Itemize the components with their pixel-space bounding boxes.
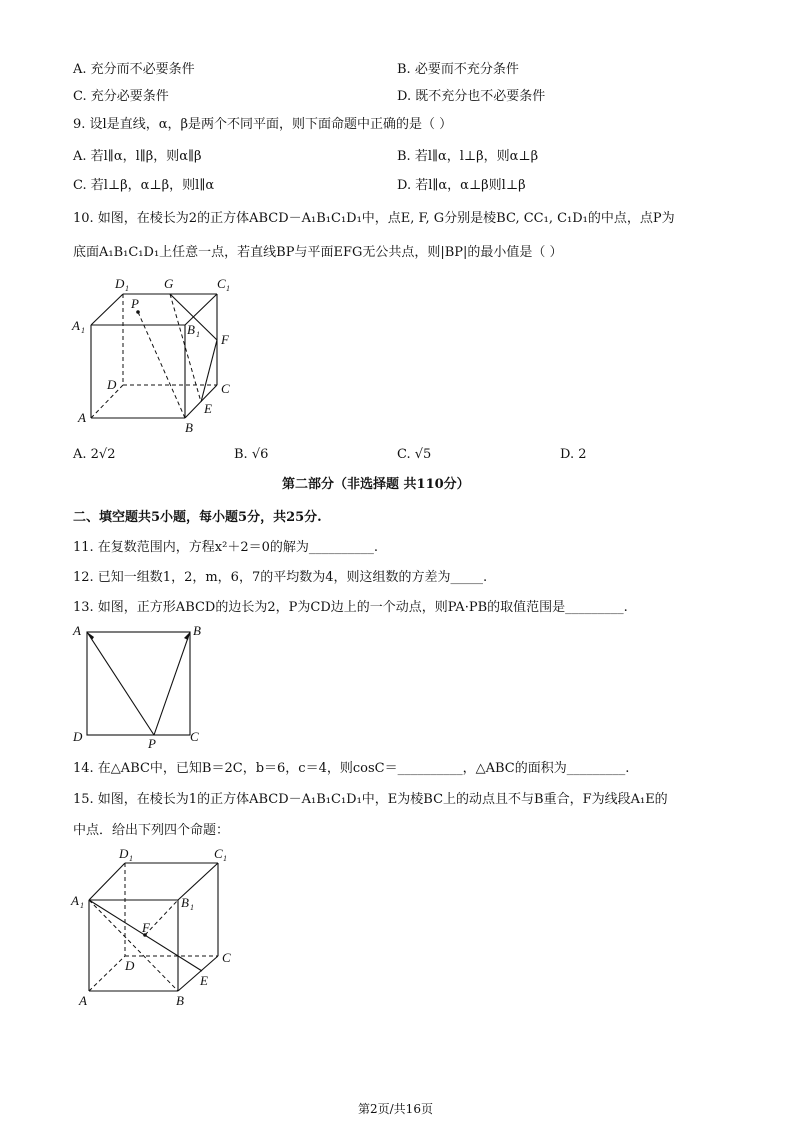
svg-text:D: D	[125, 958, 135, 973]
svg-text:1: 1	[223, 854, 227, 863]
svg-text:F: F	[142, 920, 150, 935]
page-footer: 第2页/共16页	[358, 1102, 433, 1116]
svg-text:G: G	[164, 276, 174, 291]
svg-text:B: B	[176, 993, 184, 1008]
svg-text:E: E	[200, 973, 208, 988]
svg-text:B: B	[193, 623, 201, 638]
q10-option-a: A. 2√2	[73, 447, 116, 462]
q10-cube-figure	[70, 272, 250, 437]
svg-text:C: C	[217, 276, 226, 291]
part2-title: 第二部分（非选择题 共110分）	[282, 477, 470, 492]
svg-text:C: C	[222, 950, 231, 965]
q9-option-a: A. 若l∥α，l∥β，则α∥β	[73, 149, 202, 164]
q8-option-b: B. 必要而不充分条件	[397, 62, 519, 77]
q15-line2: 中点．给出下列四个命题：	[73, 823, 230, 838]
q10-option-b: B. √6	[234, 447, 269, 462]
q10-option-d: D. 2	[560, 447, 587, 462]
svg-text:P: P	[131, 296, 139, 311]
svg-text:1: 1	[196, 330, 200, 339]
svg-text:C: C	[221, 381, 230, 396]
svg-text:1: 1	[226, 284, 230, 293]
svg-text:C: C	[214, 846, 223, 861]
svg-text:A: A	[79, 993, 87, 1008]
svg-text:1: 1	[81, 326, 85, 335]
svg-text:A: A	[73, 623, 81, 638]
svg-text:D: D	[119, 846, 129, 861]
q15-cube-figure	[70, 845, 250, 1010]
q8-option-c: C. 充分必要条件	[73, 89, 169, 104]
svg-text:A: A	[72, 318, 80, 333]
q14-text: 14. 在△ABC中，已知B＝2C，b＝6，c＝4，则cosC＝__________，△ABC的面积为_________.	[73, 761, 630, 776]
svg-text:B: B	[185, 420, 193, 435]
svg-text:D: D	[115, 276, 125, 291]
q9-option-c: C. 若l⊥β，α⊥β，则l∥α	[73, 178, 215, 193]
svg-text:D: D	[73, 729, 83, 744]
svg-text:B: B	[181, 895, 189, 910]
q9-option-b: B. 若l∥α，l⊥β，则α⊥β	[397, 149, 539, 164]
svg-text:1: 1	[125, 284, 129, 293]
svg-text:A: A	[71, 893, 79, 908]
section2-title: 二、填空题共5小题，每小题5分，共25分.	[73, 510, 322, 525]
svg-text:F: F	[221, 332, 229, 347]
q8-option-a: A. 充分而不必要条件	[73, 62, 195, 77]
svg-text:B: B	[187, 322, 195, 337]
q10-stem-line2: 底面A₁B₁C₁D₁上任意一点，若直线BP与平面EFG无公共点，则|BP|的最小值是（ ）	[73, 245, 563, 260]
q13-text: 13. 如图，正方形ABCD的边长为2，P为CD边上的一个动点，则PA·PB的取值范围是_________.	[73, 600, 628, 615]
q12-text: 12. 已知一组数1，2，m，6，7的平均数为4，则这组数的方差为_____.	[73, 570, 488, 585]
svg-text:C: C	[190, 729, 199, 744]
svg-text:D: D	[107, 377, 117, 392]
q8-option-d: D. 既不充分也不必要条件	[397, 89, 546, 104]
q10-option-c: C. √5	[397, 447, 432, 462]
svg-text:A: A	[78, 410, 86, 425]
q10-stem-line1: 10. 如图，在棱长为2的正方体ABCD－A₁B₁C₁D₁中，点E, F, G分别是棱BC, CC₁, C₁D₁的中点，点P为	[73, 211, 675, 226]
q13-square-figure	[70, 622, 210, 750]
q15-line1: 15. 如图，在棱长为1的正方体ABCD－A₁B₁C₁D₁中，E为棱BC上的动点且不与B重合，F为线段A₁E的	[73, 792, 668, 807]
svg-text:1: 1	[80, 901, 84, 910]
q11-text: 11. 在复数范围内，方程x²＋2＝0的解为__________.	[73, 540, 379, 555]
svg-text:P: P	[148, 736, 156, 750]
svg-text:1: 1	[129, 854, 133, 863]
q9-option-d: D. 若l∥α，α⊥β则l⊥β	[397, 178, 526, 193]
svg-text:E: E	[204, 401, 212, 416]
q9-stem: 9. 设l是直线，α，β是两个不同平面，则下面命题中正确的是（ ）	[73, 117, 453, 132]
svg-text:1: 1	[190, 903, 194, 912]
